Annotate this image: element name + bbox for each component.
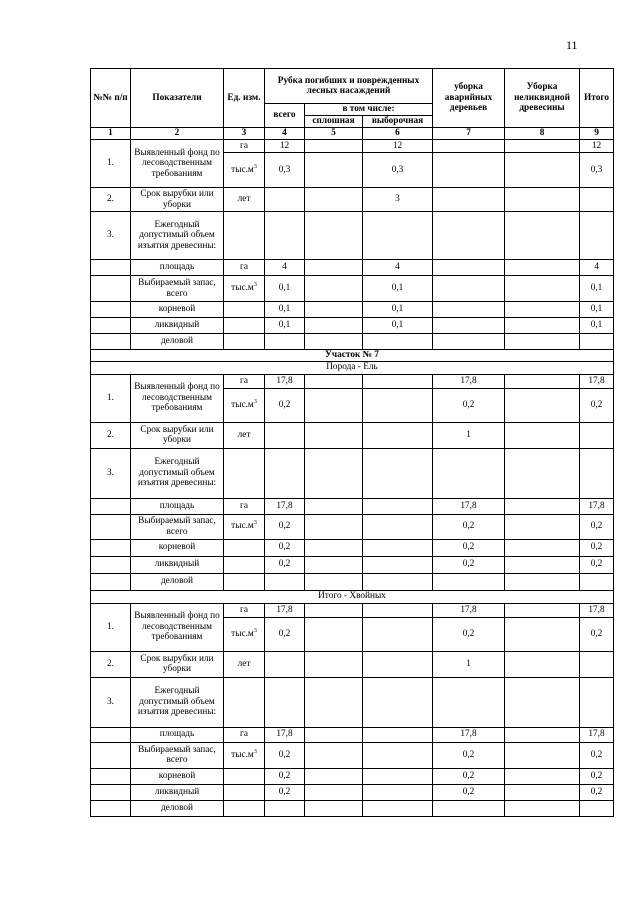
indicator-label: Выявленный фонд по лесоводственным требованиям	[131, 603, 224, 651]
value-cell	[363, 727, 433, 742]
value-cell: 0,2	[265, 539, 305, 556]
value-cell: 0,2	[580, 388, 614, 422]
value-cell: 0,2	[580, 617, 614, 651]
value-cell	[363, 539, 433, 556]
breed-title: Порода - Ель	[91, 361, 614, 374]
value-cell: 0,2	[580, 514, 614, 539]
value-cell	[505, 742, 580, 768]
unit-sup: 3	[253, 627, 257, 634]
value-cell	[363, 514, 433, 539]
value-cell	[305, 188, 363, 212]
unit-base: тыс.м	[231, 749, 254, 760]
value-cell	[505, 514, 580, 539]
row-number	[91, 742, 131, 768]
row-number	[91, 573, 131, 590]
value-cell	[305, 153, 363, 188]
value-cell	[265, 188, 305, 212]
total-title: Итого - Хвойных	[91, 590, 614, 603]
value-cell	[265, 448, 305, 498]
value-cell	[433, 140, 505, 153]
value-cell: 17,8	[265, 603, 305, 617]
value-cell	[580, 573, 614, 590]
value-cell: 12	[580, 140, 614, 153]
value-cell: 17,8	[265, 727, 305, 742]
value-cell: 0,2	[265, 556, 305, 573]
unit-cell	[224, 784, 265, 800]
value-cell	[305, 318, 363, 334]
column-number: 1	[91, 128, 131, 140]
forest-data-table	[90, 68, 614, 817]
row-number	[91, 302, 131, 318]
column-number: 9	[580, 128, 614, 140]
value-cell: 0,2	[433, 784, 505, 800]
value-cell	[363, 651, 433, 677]
unit-base: тыс.м	[231, 164, 254, 175]
value-cell: 1	[433, 422, 505, 448]
value-cell	[505, 617, 580, 651]
column-number: 4	[265, 128, 305, 140]
value-cell	[363, 800, 433, 816]
indicator-label: площадь	[131, 727, 224, 742]
value-cell: 17,8	[580, 498, 614, 514]
value-cell	[433, 318, 505, 334]
header-including: в том числе:	[305, 104, 433, 116]
indicator-label: ликвидный	[131, 556, 224, 573]
value-cell	[505, 556, 580, 573]
row-number: 3.	[91, 448, 131, 498]
indicator-label: Выявленный фонд по лесоводственным требованиям	[131, 140, 224, 188]
value-cell: 0,1	[265, 318, 305, 334]
value-cell	[305, 302, 363, 318]
indicator-label: Ежегодный допустимый объем изъятия древесины:	[131, 448, 224, 498]
unit-sup: 3	[253, 282, 257, 289]
value-cell	[305, 140, 363, 153]
value-cell: 17,8	[580, 727, 614, 742]
value-cell	[505, 140, 580, 153]
row-number: 1.	[91, 603, 131, 651]
indicator-label: Ежегодный допустимый объем изъятия древесины:	[131, 212, 224, 260]
unit-cell: лет	[224, 651, 265, 677]
section-title: Участок № 7	[91, 350, 614, 362]
value-cell	[305, 498, 363, 514]
value-cell: 0,2	[265, 514, 305, 539]
value-cell	[305, 388, 363, 422]
unit-cell: лет	[224, 422, 265, 448]
value-cell	[363, 498, 433, 514]
row-number	[91, 514, 131, 539]
row-number	[91, 318, 131, 334]
value-cell: 0,2	[580, 539, 614, 556]
value-cell	[505, 603, 580, 617]
value-cell	[505, 573, 580, 590]
unit-base: тыс.м	[231, 283, 254, 294]
unit-base: тыс.м	[231, 399, 254, 410]
row-number	[91, 260, 131, 276]
value-cell	[505, 302, 580, 318]
value-cell	[363, 677, 433, 727]
row-number	[91, 784, 131, 800]
column-number: 6	[363, 128, 433, 140]
value-cell	[265, 334, 305, 350]
value-cell	[363, 212, 433, 260]
unit-cell: га	[224, 727, 265, 742]
value-cell: 4	[580, 260, 614, 276]
indicator-label: деловой	[131, 800, 224, 816]
unit-sup: 3	[253, 520, 257, 527]
value-cell	[505, 784, 580, 800]
unit-sup: 3	[253, 163, 257, 170]
value-cell	[224, 212, 265, 260]
value-cell	[433, 153, 505, 188]
unit-cell	[224, 334, 265, 350]
value-cell	[305, 539, 363, 556]
value-cell	[305, 768, 363, 784]
value-cell: 3	[363, 188, 433, 212]
header-selective: выборочная	[363, 116, 433, 128]
unit-base: тыс.м	[231, 521, 254, 532]
row-number: 2.	[91, 651, 131, 677]
value-cell	[505, 388, 580, 422]
value-cell	[505, 651, 580, 677]
value-cell	[363, 573, 433, 590]
header-all: всего	[265, 104, 305, 128]
unit-cell	[224, 556, 265, 573]
unit-cell	[224, 768, 265, 784]
row-number	[91, 539, 131, 556]
header-num: №№ п/п	[91, 69, 131, 128]
indicator-label: Выбираемый запас, всего	[131, 276, 224, 302]
indicator-label: Выбираемый запас, всего	[131, 742, 224, 768]
indicator-label: деловой	[131, 573, 224, 590]
value-cell: 17,8	[433, 374, 505, 388]
row-number	[91, 498, 131, 514]
value-cell: 17,8	[580, 374, 614, 388]
row-number: 1.	[91, 374, 131, 422]
value-cell	[433, 573, 505, 590]
value-cell: 12	[265, 140, 305, 153]
indicator-label: Выбираемый запас, всего	[131, 514, 224, 539]
value-cell	[265, 677, 305, 727]
value-cell	[305, 556, 363, 573]
row-number	[91, 556, 131, 573]
value-cell	[580, 188, 614, 212]
page-number: 11	[566, 38, 578, 52]
value-cell	[305, 603, 363, 617]
row-number	[91, 768, 131, 784]
value-cell: 0,1	[363, 276, 433, 302]
unit-cell	[224, 742, 265, 768]
value-cell	[433, 677, 505, 727]
value-cell: 0,2	[433, 742, 505, 768]
unit-cell: га	[224, 260, 265, 276]
value-cell	[265, 573, 305, 590]
unit-cell: лет	[224, 188, 265, 212]
value-cell	[505, 153, 580, 188]
row-number: 2.	[91, 188, 131, 212]
unit-cell	[224, 153, 265, 188]
value-cell: 0,1	[363, 318, 433, 334]
indicator-label: площадь	[131, 498, 224, 514]
value-cell	[363, 448, 433, 498]
unit-cell: га	[224, 374, 265, 388]
unit-cell	[224, 800, 265, 816]
value-cell: 17,8	[265, 498, 305, 514]
value-cell	[305, 742, 363, 768]
value-cell: 17,8	[433, 498, 505, 514]
value-cell	[505, 727, 580, 742]
value-cell	[433, 302, 505, 318]
indicator-label: Выявленный фонд по лесоводственным требованиям	[131, 374, 224, 422]
value-cell	[305, 212, 363, 260]
indicator-label: Срок вырубки или уборки	[131, 651, 224, 677]
value-cell: 4	[265, 260, 305, 276]
unit-cell: га	[224, 498, 265, 514]
value-cell	[363, 374, 433, 388]
value-cell: 0,2	[433, 556, 505, 573]
value-cell: 0,2	[580, 784, 614, 800]
value-cell	[505, 498, 580, 514]
value-cell: 0,2	[580, 742, 614, 768]
value-cell	[433, 448, 505, 498]
value-cell	[363, 742, 433, 768]
value-cell: 4	[363, 260, 433, 276]
value-cell: 0,2	[265, 617, 305, 651]
value-cell: 0,2	[265, 784, 305, 800]
value-cell	[433, 334, 505, 350]
value-cell	[305, 727, 363, 742]
indicator-label: корневой	[131, 768, 224, 784]
value-cell	[305, 573, 363, 590]
value-cell: 0,2	[433, 388, 505, 422]
value-cell	[305, 260, 363, 276]
value-cell: 17,8	[580, 603, 614, 617]
value-cell	[505, 318, 580, 334]
unit-sup: 3	[253, 398, 257, 405]
value-cell: 17,8	[433, 727, 505, 742]
value-cell	[305, 651, 363, 677]
value-cell	[505, 276, 580, 302]
column-number: 2	[131, 128, 224, 140]
header-total: Итого	[580, 69, 614, 128]
value-cell	[305, 422, 363, 448]
value-cell: 0,2	[433, 514, 505, 539]
value-cell: 0,2	[580, 768, 614, 784]
value-cell: 0,2	[580, 556, 614, 573]
value-cell: 0,1	[580, 318, 614, 334]
indicator-label: площадь	[131, 260, 224, 276]
row-number	[91, 727, 131, 742]
indicator-label: ликвидный	[131, 318, 224, 334]
unit-cell	[224, 388, 265, 422]
value-cell	[305, 784, 363, 800]
value-cell	[580, 800, 614, 816]
unit-cell	[224, 318, 265, 334]
value-cell: 1	[433, 651, 505, 677]
unit-cell: га	[224, 140, 265, 153]
value-cell	[505, 768, 580, 784]
value-cell	[305, 334, 363, 350]
value-cell	[433, 800, 505, 816]
value-cell: 0,2	[433, 768, 505, 784]
value-cell	[363, 556, 433, 573]
value-cell: 0,2	[265, 768, 305, 784]
header-unit: Ед. изм.	[224, 69, 265, 128]
value-cell	[580, 651, 614, 677]
unit-cell	[224, 276, 265, 302]
value-cell: 0,3	[363, 153, 433, 188]
column-number: 8	[505, 128, 580, 140]
unit-cell	[224, 539, 265, 556]
value-cell	[505, 422, 580, 448]
value-cell: 0,2	[433, 539, 505, 556]
value-cell: 0,3	[580, 153, 614, 188]
row-number: 2.	[91, 422, 131, 448]
row-number	[91, 800, 131, 816]
value-cell	[505, 800, 580, 816]
value-cell	[305, 677, 363, 727]
value-cell: 0,1	[265, 302, 305, 318]
unit-base: тыс.м	[231, 628, 254, 639]
value-cell: 0,2	[433, 617, 505, 651]
indicator-label: Ежегодный допустимый объем изъятия древесины:	[131, 677, 224, 727]
value-cell	[580, 334, 614, 350]
value-cell	[363, 603, 433, 617]
value-cell	[433, 260, 505, 276]
value-cell	[505, 677, 580, 727]
value-cell	[580, 422, 614, 448]
row-number	[91, 334, 131, 350]
indicator-label: корневой	[131, 539, 224, 556]
value-cell	[224, 677, 265, 727]
unit-sup: 3	[253, 748, 257, 755]
indicator-label: ликвидный	[131, 784, 224, 800]
value-cell	[265, 422, 305, 448]
value-cell	[363, 334, 433, 350]
value-cell: 0,1	[265, 276, 305, 302]
unit-cell	[224, 573, 265, 590]
indicator-label: деловой	[131, 334, 224, 350]
header-clearcut: сплошная	[305, 116, 363, 128]
value-cell: 0,3	[265, 153, 305, 188]
column-number: 3	[224, 128, 265, 140]
value-cell	[305, 617, 363, 651]
value-cell	[505, 374, 580, 388]
value-cell	[580, 212, 614, 260]
row-number: 3.	[91, 677, 131, 727]
value-cell: 17,8	[265, 374, 305, 388]
value-cell	[305, 448, 363, 498]
value-cell	[224, 448, 265, 498]
value-cell	[505, 448, 580, 498]
value-cell	[363, 784, 433, 800]
value-cell	[433, 276, 505, 302]
value-cell	[505, 212, 580, 260]
value-cell	[580, 677, 614, 727]
indicator-label: корневой	[131, 302, 224, 318]
value-cell	[265, 800, 305, 816]
unit-cell	[224, 514, 265, 539]
value-cell	[580, 448, 614, 498]
value-cell: 0,1	[580, 302, 614, 318]
value-cell	[505, 260, 580, 276]
value-cell: 17,8	[433, 603, 505, 617]
row-number: 1.	[91, 140, 131, 188]
value-cell	[433, 188, 505, 212]
unit-cell: га	[224, 603, 265, 617]
value-cell	[505, 539, 580, 556]
value-cell: 0,1	[363, 302, 433, 318]
value-cell	[363, 617, 433, 651]
indicator-label: Срок вырубки или уборки	[131, 188, 224, 212]
value-cell	[305, 276, 363, 302]
header-illiquid: Уборка неликвидной древесины	[505, 69, 580, 128]
value-cell	[505, 334, 580, 350]
value-cell: 0,2	[265, 388, 305, 422]
column-number: 7	[433, 128, 505, 140]
value-cell	[363, 388, 433, 422]
value-cell: 0,2	[265, 742, 305, 768]
column-number: 5	[305, 128, 363, 140]
header-emergency: уборка аварийных деревьев	[433, 69, 505, 128]
indicator-label: Срок вырубки или уборки	[131, 422, 224, 448]
value-cell	[363, 768, 433, 784]
value-cell	[265, 212, 305, 260]
value-cell	[305, 374, 363, 388]
unit-cell	[224, 302, 265, 318]
value-cell	[433, 212, 505, 260]
header-indicator: Показатели	[131, 69, 224, 128]
value-cell	[305, 514, 363, 539]
value-cell: 0,1	[580, 276, 614, 302]
row-number	[91, 276, 131, 302]
value-cell	[305, 800, 363, 816]
unit-cell	[224, 617, 265, 651]
header-group-title: Рубка погибших и поврежденных лесных насаждений	[265, 69, 433, 104]
value-cell	[265, 651, 305, 677]
value-cell: 12	[363, 140, 433, 153]
value-cell	[363, 422, 433, 448]
value-cell	[505, 188, 580, 212]
row-number: 3.	[91, 212, 131, 260]
